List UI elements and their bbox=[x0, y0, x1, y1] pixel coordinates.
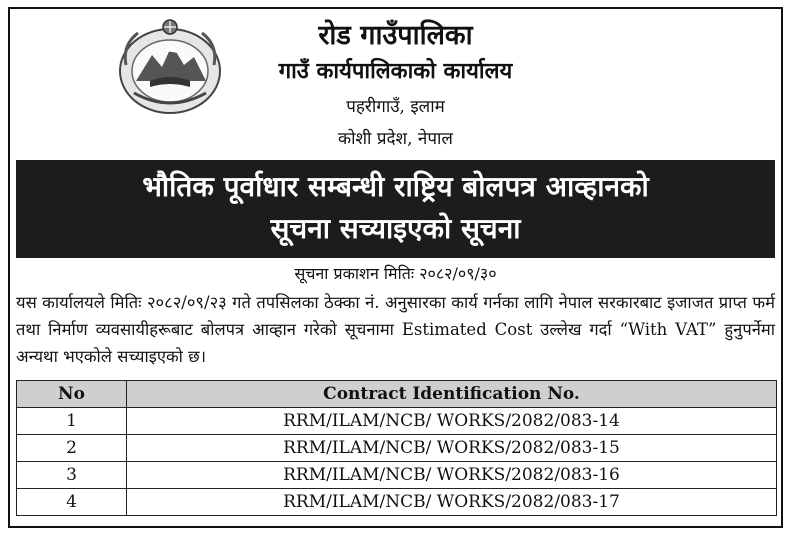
notice-title-line-2: सूचना सच्याइएको सूचना bbox=[270, 212, 521, 245]
table-row bbox=[17, 408, 777, 435]
row-number: 3 bbox=[17, 462, 127, 489]
contract-id: RRM/ILAM/NCB/ WORKS/2082/083-17 bbox=[127, 489, 777, 516]
column-header-no: No bbox=[17, 381, 127, 408]
contract-id: RRM/ILAM/NCB/ WORKS/2082/083-14 bbox=[127, 408, 777, 435]
table-header-row bbox=[17, 381, 777, 408]
publication-date: सूचना प्रकाशन मितिः २०८२/०९/३० bbox=[294, 264, 497, 283]
table-row bbox=[17, 435, 777, 462]
public-notice bbox=[8, 7, 783, 528]
table-row bbox=[17, 462, 777, 489]
province-country: कोशी प्रदेश, नेपाल bbox=[338, 129, 453, 149]
table-row bbox=[17, 489, 777, 516]
notice-title-line-1: भौतिक पूर्वाधार सम्बन्धी राष्ट्रिय बोलपत्र आव्हानको bbox=[142, 170, 649, 203]
office-location: पहरीगाउँ, इलाम bbox=[346, 97, 445, 117]
row-number: 1 bbox=[17, 408, 127, 435]
office-name: गाउँ कार्यपालिकाको कार्यालय bbox=[278, 58, 513, 84]
contract-id: RRM/ILAM/NCB/ WORKS/2082/083-15 bbox=[127, 435, 777, 462]
column-header-contract-id: Contract Identification No. bbox=[127, 381, 777, 408]
row-number: 2 bbox=[17, 435, 127, 462]
organization-name: रोड गाउँपालिका bbox=[318, 20, 473, 51]
row-number: 4 bbox=[17, 489, 127, 516]
notice-body-text: यस कार्यालयले मितिः २०८२/०९/२३ गते तपसिलका ठेक्का नं. अनुसारका कार्य गर्नका लागि नेपाल सरकारबाट इजाजत प्राप्त फर्म तथा निर्माण व्यवसायीहरूबाट बोलपत्र आव्हान गरेको सूचनामा Estimated Cost उल्लेख गर्दा “With VAT” हुनुपर्नेमा अन्यथा भएकोले सच्याइएको छ। bbox=[16, 293, 775, 366]
contract-table bbox=[16, 380, 777, 516]
contract-id: RRM/ILAM/NCB/ WORKS/2082/083-16 bbox=[127, 462, 777, 489]
notice-title-banner bbox=[16, 160, 775, 258]
